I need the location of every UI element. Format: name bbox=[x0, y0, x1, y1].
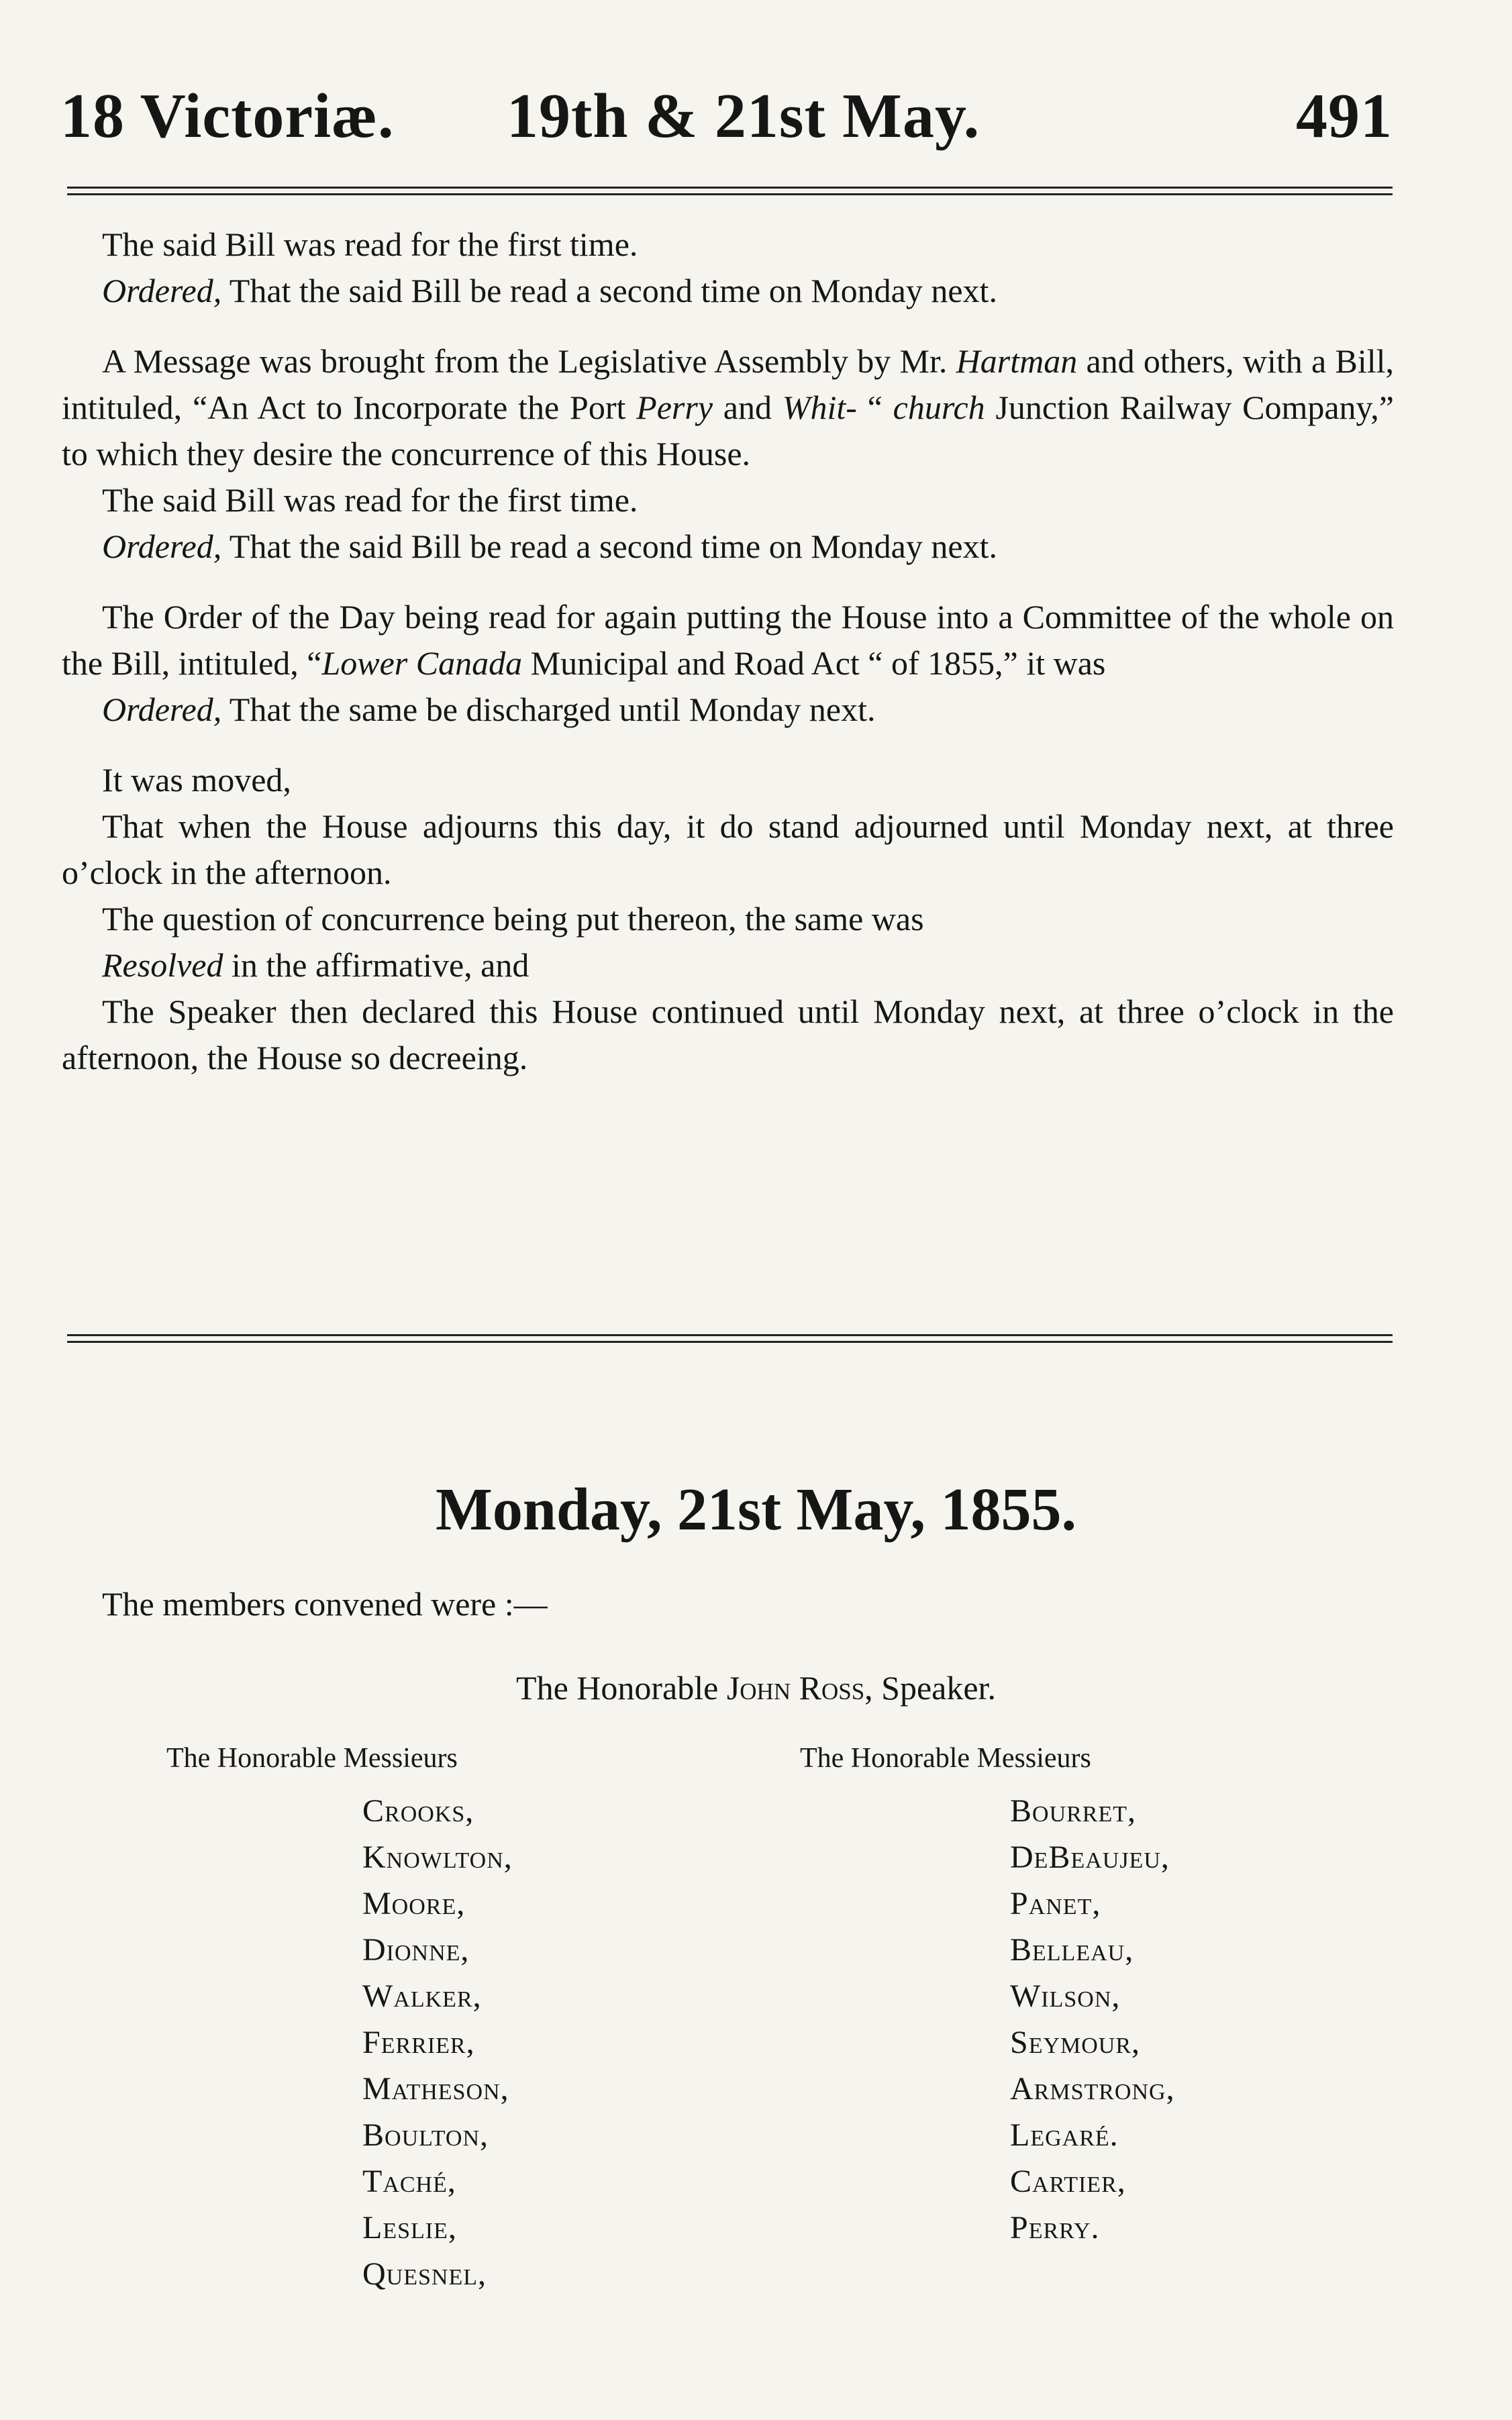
running-head-regnal-year: 18 Victoriæ. bbox=[60, 81, 395, 151]
place-whit: Whit- bbox=[782, 389, 857, 426]
member-name: Dionne, bbox=[362, 1932, 470, 1968]
page-header bbox=[60, 79, 1393, 153]
speaker-prefix: The Honorable bbox=[516, 1669, 727, 1707]
order-text: That the same be discharged until Monday next. bbox=[221, 691, 876, 728]
member-name: Legaré. bbox=[1010, 2117, 1119, 2153]
proceedings-text bbox=[62, 221, 1394, 1081]
order-day-text-a: The Order of the Day being read for again putting the House into a Committee of the whole on the Bill, intituled, “ bbox=[62, 598, 1394, 682]
paragraph-order-second-reading-2 bbox=[62, 523, 1394, 570]
member-name: Armstrong, bbox=[1010, 2071, 1175, 2107]
paragraph-resolved bbox=[62, 942, 1394, 989]
speaker-suffix: , Speaker. bbox=[864, 1669, 996, 1707]
sitting-date-heading: Monday, 21st May, 1855. bbox=[435, 1476, 1077, 1543]
paragraph-order-of-the-day bbox=[62, 594, 1394, 687]
speaker-name: John Ross bbox=[726, 1669, 865, 1707]
member-name: Taché, bbox=[362, 2164, 456, 2199]
order-text: That the said Bill be read a second time on Monday next. bbox=[221, 272, 997, 309]
member-name: Moore, bbox=[362, 1886, 466, 1921]
header-double-rule bbox=[67, 187, 1393, 195]
place-lower-canada: Lower Canada bbox=[321, 644, 523, 682]
ordered-label: Ordered, bbox=[102, 691, 222, 728]
members-convened-intro: The members convened were :— bbox=[102, 1585, 548, 1623]
message-text-a: A Message was brought from the Legislative Assembly by Mr. bbox=[102, 342, 956, 380]
message-text-b: and others, with a Bill, intituled, “An Act to Incorporate the Port bbox=[62, 342, 1394, 426]
message-text-d: “ bbox=[856, 389, 893, 426]
member-name: Perry. bbox=[1010, 2210, 1100, 2246]
member-name: Crooks, bbox=[362, 1793, 474, 1829]
member-name: DeBeaujeu, bbox=[1010, 1839, 1170, 1875]
paragraph-speaker-declaration: The Speaker then declared this House continued until Monday next, at three o’clock in the afternoon, the House so decreeing. bbox=[62, 993, 1394, 1076]
member-name: Bourret, bbox=[1010, 1793, 1137, 1829]
ordered-label: Ordered, bbox=[102, 527, 222, 565]
member-name-hartman: Hartman bbox=[956, 342, 1078, 380]
paragraph-message-from-assembly bbox=[62, 338, 1394, 477]
member-name: Boulton, bbox=[362, 2117, 489, 2153]
member-name: Wilson, bbox=[1010, 1978, 1121, 2014]
member-name: Panet, bbox=[1010, 1886, 1101, 1921]
message-text-c: and bbox=[713, 389, 783, 426]
paragraph-motion: It was moved, bbox=[102, 761, 291, 799]
paragraph-first-reading: The said Bill was read for the first time. bbox=[102, 225, 638, 263]
running-head-dates: 19th & 21st May. bbox=[507, 81, 980, 151]
ordered-label: Ordered, bbox=[102, 272, 222, 309]
speaker-line bbox=[0, 1664, 1512, 1711]
page-number: 491 bbox=[1296, 81, 1393, 151]
paragraph-first-reading-2: The said Bill was read for the first time. bbox=[102, 481, 638, 519]
member-name: Leslie, bbox=[362, 2210, 457, 2246]
paragraph-order-discharged bbox=[62, 687, 1394, 733]
paragraph-order-second-reading bbox=[62, 268, 1394, 314]
resolved-text: in the affirmative, and bbox=[223, 946, 530, 984]
right-column-heading: The Honorable Messieurs bbox=[800, 1743, 1091, 1774]
member-name: Ferrier, bbox=[362, 2025, 475, 2060]
message-text-e: Junction Railway Company,” to which they desire the concurrence of this House. bbox=[62, 389, 1394, 472]
member-name: Seymour, bbox=[1010, 2025, 1141, 2060]
member-name: Belleau, bbox=[1010, 1932, 1134, 1968]
member-name: Quesnel, bbox=[362, 2256, 487, 2292]
right-member-list bbox=[1010, 1788, 1175, 2251]
place-perry: Perry bbox=[636, 389, 713, 426]
paragraph-question-put: The question of concurrence being put thereon, the same was bbox=[102, 900, 924, 938]
member-name: Cartier, bbox=[1010, 2164, 1126, 2199]
left-member-list bbox=[362, 1788, 513, 2297]
order-text: That the said Bill be read a second time on Monday next. bbox=[221, 527, 997, 565]
left-column-heading: The Honorable Messieurs bbox=[166, 1743, 458, 1774]
section-double-rule bbox=[67, 1334, 1393, 1343]
member-name: Walker, bbox=[362, 1978, 482, 2014]
resolved-label: Resolved bbox=[102, 946, 223, 984]
member-name: Knowlton, bbox=[362, 1839, 513, 1875]
paragraph-adjournment-motion: That when the House adjourns this day, it do stand adjourned until Monday next, at three o’clock in the afternoon. bbox=[62, 807, 1394, 891]
place-church: church bbox=[893, 389, 985, 426]
member-name: Matheson, bbox=[362, 2071, 509, 2107]
order-day-text-b: Municipal and Road Act “ of 1855,” it was bbox=[522, 644, 1106, 682]
